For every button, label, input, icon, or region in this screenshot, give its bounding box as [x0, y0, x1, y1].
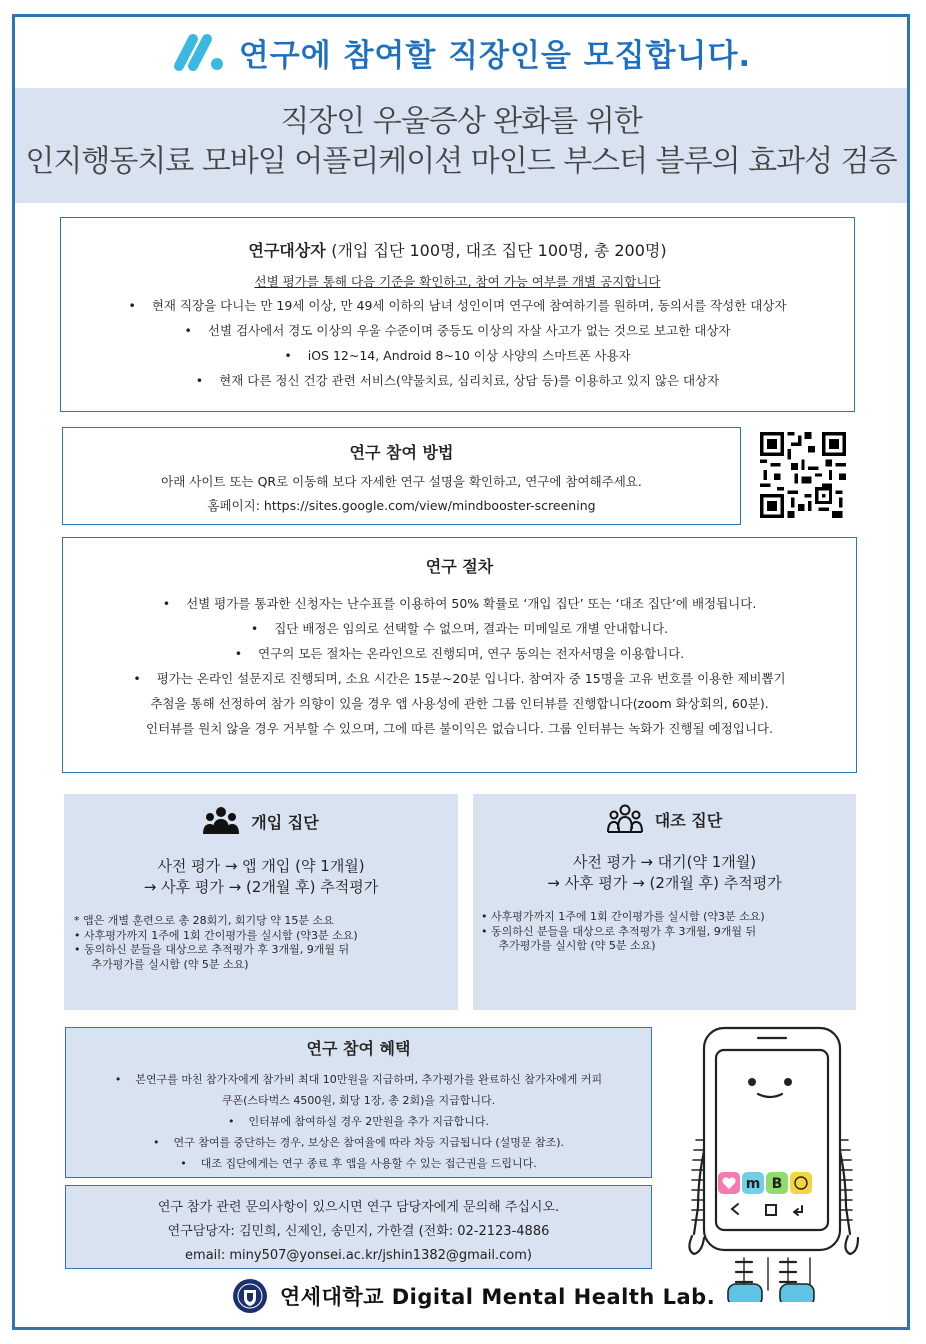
- intervention-group-title: 개입 집단: [251, 812, 319, 832]
- intervention-flow: 사전 평가 → 앱 개입 (약 1개월) → 사후 평가 → (2개월 후) 추적평가: [143, 857, 379, 896]
- eligibility-box: [60, 217, 855, 412]
- list-item: • 연구 참여를 중단하는 경우, 보상은 참여율에 따라 차등 지급됩니다 (설명문 참조).: [152, 1136, 565, 1149]
- note-line: • 동의하신 분들을 대상으로 추적평가 후 3개월, 9개월 뒤: [74, 943, 350, 956]
- intervention-notes: [64, 914, 458, 972]
- eligibility-counts: (개입 집단 100명, 대조 집단 100명, 총 200명): [331, 241, 667, 260]
- contact-intro: 연구 참가 관련 문의사항이 있으시면 연구 담당자에게 문의해 주십시오.: [157, 1200, 560, 1215]
- procedure-box: [62, 537, 857, 773]
- participation-box: [62, 427, 741, 525]
- note-line: • 사후평가까지 1주에 1회 간이평가를 실시함 (약3분 소요): [74, 928, 358, 942]
- control-group-title: 대조 집단: [654, 810, 723, 830]
- list-item: • 본연구를 마친 참가자에게 참가비 최대 10만원을 지급하며, 추가평가를 완료하신 참가자에게 커피: [114, 1073, 603, 1086]
- list-item: • 연구의 모든 절차는 온라인으로 진행되며, 연구 동의는 전자서명을 이용합니다.: [234, 646, 685, 661]
- lab-logo-icon: [171, 30, 225, 74]
- eligibility-title: 연구대상자: [248, 241, 326, 260]
- university-seal-icon: [232, 1278, 268, 1314]
- contact-box: [65, 1185, 652, 1269]
- list-item: • iOS 12~14, Android 8~10 이상 사양의 스마트폰 사용자: [284, 348, 631, 363]
- benefits-panel: [65, 1027, 652, 1178]
- list-item-continued: 쿠폰(스타벅스 4500원, 회당 1장, 총 2회)을 지급합니다.: [221, 1094, 496, 1107]
- study-title-line-1: 직장인 우울증상 완화를 위한: [280, 104, 642, 139]
- screening-note: 선별 평가를 통해 다음 기준을 확인하고, 참여 가능 여부를 개별 공지합니다: [254, 274, 661, 289]
- list-item: • 선별 평가를 통과한 신청자는 난수표를 이용하여 50% 확률로 ‘개입 집단’ 또는 ‘대조 집단’에 배정됩니다.: [162, 596, 757, 611]
- note-line: • 동의하신 분들을 대상으로 추적평가 후 3개월, 9개월 뒤: [481, 924, 757, 938]
- study-title-line-2: 인지행동치료 모바일 어플리케이션 마인드 부스터 블루의 효과성 검증: [25, 144, 897, 179]
- qr-code[interactable]: [760, 432, 846, 518]
- control-group-panel: [473, 794, 856, 1010]
- list-item: • 선별 검사에서 경도 이상의 우울 수준이며 중등도 이상의 자살 사고가 없는 것으로 보고한 대상자: [184, 323, 731, 338]
- procedure-title: 연구 절차: [425, 557, 494, 576]
- list-item-continued: 인터뷰를 원치 않을 경우 거부할 수 있으며, 그에 따른 불이익은 없습니다. 그룹 인터뷰는 녹화가 진행될 예정입니다.: [146, 721, 773, 736]
- note-line: • 사후평가까지 1주에 1회 간이평가를 실시함 (약3분 소요): [481, 910, 765, 923]
- control-flow: 사전 평가 → 대기(약 1개월) → 사후 평가 → (2개월 후) 추적평가: [547, 853, 782, 892]
- eligibility-heading: [61, 238, 854, 261]
- procedure-list: [63, 591, 856, 741]
- list-item: • 대조 집단에게는 연구 종료 후 앱을 사용할 수 있는 접근권을 드립니다.: [180, 1157, 537, 1170]
- homepage-link[interactable]: 홈페이지: https://sites.google.com/view/mindbooster-screening: [207, 498, 596, 513]
- list-item: • 현재 직장을 다니는 만 19세 이상, 만 49세 이하의 남녀 성인이며 연구에 참여하기를 원하며, 동의서를 작성한 대상자: [128, 298, 787, 313]
- group-outline-icon: [607, 804, 643, 834]
- control-notes: [473, 910, 856, 954]
- benefits-list: [66, 1069, 651, 1174]
- list-item: • 현재 다른 정신 건강 관련 서비스(약물치료, 심리치료, 상담 등)를 이용하고 있지 않은 대상자: [195, 373, 720, 388]
- control-group-heading: [473, 804, 856, 834]
- benefits-title: 연구 참여 혜택: [306, 1039, 411, 1058]
- recruitment-title: 연구에 참여할 직장인을 모집합니다.: [238, 37, 752, 74]
- svg-text:B: B: [771, 1176, 783, 1192]
- participation-instructions: 아래 사이트 또는 QR로 이동해 보다 자세한 연구 설명을 확인하고, 연구에 참여해주세요.: [161, 474, 642, 489]
- intervention-group-panel: [64, 794, 458, 1010]
- group-filled-icon: [203, 806, 239, 836]
- phone-mascot-illustration: [672, 1022, 872, 1302]
- list-item: • 집단 배정은 임의로 선택할 수 없으며, 결과는 미메일로 개별 안내합니다.: [250, 621, 669, 636]
- list-item: • 인터뷰에 참여하실 경우 2만원을 추가 지급합니다.: [228, 1115, 489, 1128]
- svg-text:m: m: [745, 1176, 761, 1192]
- study-title-band: [15, 88, 907, 203]
- list-item: • 평가는 온라인 설문지로 진행되며, 소요 시간은 15분~20분 입니다. 참여자 중 15명을 고유 번호를 이용한 제비뽑기: [133, 671, 786, 686]
- note-line: 추가평가를 실시함 (약 5분 소요): [74, 957, 249, 971]
- header: [15, 17, 907, 87]
- participation-title: 연구 참여 방법: [349, 443, 454, 462]
- eligibility-list: [61, 293, 854, 393]
- footer: [232, 1278, 715, 1314]
- intervention-group-heading: [64, 806, 458, 836]
- contact-staff: 연구담당자: 김민희, 신제인, 송민지, 가한결 (전화: 02-2123-4886: [167, 1224, 550, 1239]
- lab-name: 연세대학교 Digital Mental Health Lab.: [280, 1285, 716, 1309]
- contact-email[interactable]: email: miny507@yonsei.ac.kr/jshin1382@gmail.com): [185, 1248, 532, 1263]
- note-line: 추가평가를 실시함 (약 5분 소요): [481, 939, 656, 952]
- list-item-continued: 추첨을 통해 선정하여 참가 의향이 있을 경우 앱 사용성에 관한 그룹 인터뷰를 진행합니다(zoom 화상회의, 60분).: [150, 696, 769, 711]
- note-line: * 앱은 개별 훈련으로 총 28회기, 회기당 약 15분 소요: [74, 914, 334, 927]
